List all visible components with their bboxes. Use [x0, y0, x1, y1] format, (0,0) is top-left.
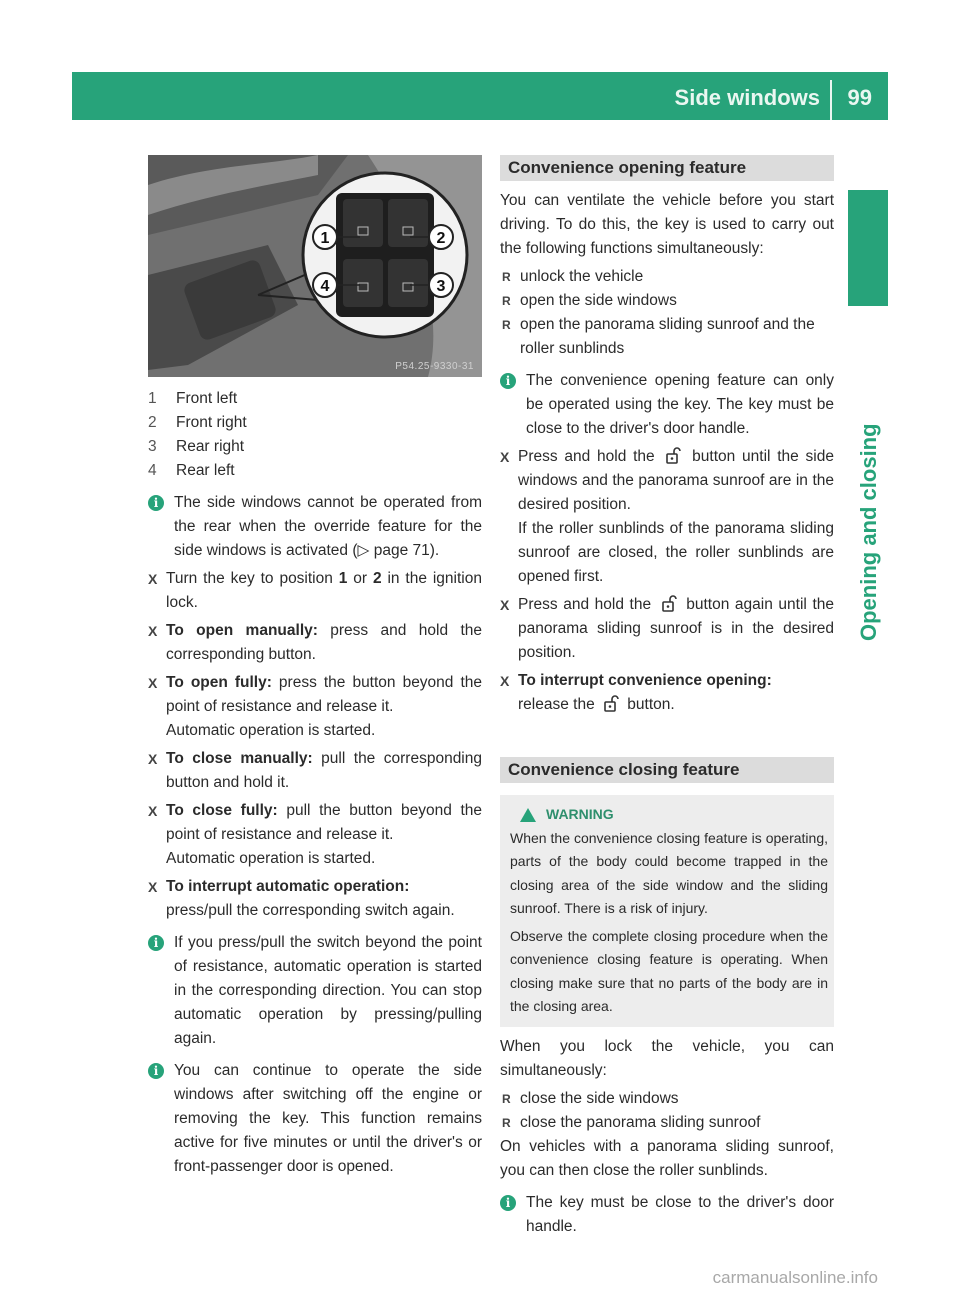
- list-item: R close the side windows: [500, 1087, 834, 1111]
- info-text: The side windows cannot be operated from the rear when the override feature for the side windows is activated (▷ page 71).: [174, 494, 482, 559]
- window-switch-figure: [148, 155, 482, 377]
- list-item: R close the panorama sliding sunroof: [500, 1111, 834, 1135]
- step-arrow-icon: X: [148, 623, 158, 639]
- info-note: [500, 369, 834, 441]
- legend-text: Rear left: [176, 462, 235, 479]
- bullet-r-icon: R: [502, 318, 511, 332]
- step-arrow-icon: X: [500, 597, 510, 613]
- warning-triangle-icon: [520, 808, 536, 822]
- figure-code: P54.25-9330-31: [395, 361, 474, 372]
- section-heading: Convenience opening feature: [500, 155, 834, 181]
- callout-4: 4: [320, 278, 330, 295]
- footer-watermark: carmanualsonline.info: [712, 1268, 878, 1287]
- unlock-icon: [661, 594, 677, 612]
- list-item: R unlock the vehicle: [500, 265, 834, 289]
- info-note: [148, 931, 482, 1051]
- header-separator: [830, 80, 832, 120]
- section-intro: You can ventilate the vehicle before you start driving. To do this, the key is used to carry out the following functions simultaneously:: [500, 192, 834, 257]
- info-icon: i: [500, 373, 516, 389]
- info-text: The key must be close to the driver's door handle.: [526, 1193, 834, 1235]
- step-item: X Turn the key to position 1 or 2 in the ignition lock.: [148, 567, 482, 615]
- paragraph: When you lock the vehicle, you can simultaneously:: [500, 1037, 834, 1079]
- chapter-tab: [848, 190, 888, 306]
- info-note: [500, 1191, 834, 1239]
- warning-title: WARNING: [546, 806, 614, 822]
- step-item: X Press and hold the button until the side windows and the panorama sunroof are in the desired position. If the roller sunblinds of the panorama sliding sunroof are closed, the roller sunblinds are opened first.: [500, 445, 834, 589]
- legend-number: 3: [148, 438, 157, 455]
- list-item: R open the panorama sliding sunroof and the roller sunblinds: [500, 313, 834, 361]
- step-arrow-icon: X: [500, 449, 510, 465]
- info-icon: i: [148, 495, 164, 511]
- legend-number: 2: [148, 414, 157, 431]
- info-text: The convenience opening feature can only be operated using the key. The key must be close to the driver's door handle.: [526, 372, 834, 437]
- info-icon: i: [148, 1063, 164, 1079]
- info-icon: i: [500, 1195, 516, 1211]
- legend-text: Front right: [176, 414, 247, 431]
- legend-number: 4: [148, 462, 157, 479]
- section-heading: Convenience closing feature: [500, 757, 834, 783]
- step-arrow-icon: X: [148, 879, 158, 895]
- figure-legend: [148, 387, 482, 483]
- legend-text: Front left: [176, 390, 238, 407]
- legend-item: [148, 411, 482, 435]
- info-note: [148, 491, 482, 563]
- paragraph: On vehicles with a panorama sliding sunroof, you can then close the roller sunblinds.: [500, 1137, 834, 1179]
- info-text: If you press/pull the switch beyond the point of resistance, automatic operation is started in the corresponding direction. You can stop automatic operation by pressing/pulling again.: [174, 934, 482, 1047]
- door-panel-illustration: [148, 155, 482, 377]
- step-item: X To close manually: pull the corresponding button and hold it.: [148, 747, 482, 795]
- legend-text: Rear right: [176, 438, 245, 455]
- legend-item: [148, 435, 482, 459]
- bullet-r-icon: R: [502, 294, 511, 308]
- callout-2: 2: [436, 230, 446, 247]
- step-item: X To open manually: press and hold the corresponding button.: [148, 619, 482, 667]
- bullet-list: [500, 1087, 834, 1135]
- bullet-r-icon: R: [502, 1091, 511, 1106]
- step-arrow-icon: X: [148, 751, 158, 767]
- step-arrow-icon: X: [148, 571, 158, 587]
- info-note: [148, 1059, 482, 1179]
- warning-text: Observe the complete closing procedure when the convenience closing feature is operating. When closing make sure that no parts of the body are in the closing area.: [510, 927, 828, 1014]
- step-arrow-icon: X: [148, 675, 158, 691]
- list-item: R open the side windows: [500, 289, 834, 313]
- info-icon: i: [148, 935, 164, 951]
- header-title: Side windows: [674, 85, 820, 110]
- right-column: [500, 155, 834, 1239]
- callout-1: 1: [320, 230, 330, 247]
- bullet-r-icon: R: [502, 270, 511, 284]
- step-item: X Press and hold the button again until the panorama sliding sunroof is in the desired position.: [500, 593, 834, 665]
- legend-number: 1: [148, 390, 157, 407]
- bullet-r-icon: R: [502, 1115, 511, 1130]
- unlock-icon: [603, 694, 619, 712]
- warning-text: When the convenience closing feature is operating, parts of the body could become trapped in the closing area of the side window and the sliding sunroof. There is a risk of injury.: [510, 829, 828, 916]
- callout-3: 3: [436, 278, 446, 295]
- unlock-icon: [665, 446, 681, 464]
- info-text: You can continue to operate the side windows after switching off the engine or removing the key. This function remains active for five minutes or until the driver's or front-passenger door is opened.: [174, 1062, 482, 1175]
- step-item: X To interrupt automatic operation: press/pull the corresponding switch again.: [148, 875, 482, 923]
- step-item: X To open fully: press the button beyond the point of resistance and release it. Automatic operation is started.: [148, 671, 482, 743]
- bullet-list: [500, 265, 834, 361]
- legend-item: [148, 459, 482, 483]
- step-item: X To close fully: pull the button beyond the point of resistance and release it. Automatic operation is started.: [148, 799, 482, 871]
- chapter-label: Opening and closing: [856, 423, 881, 641]
- warning-box: [500, 795, 834, 1027]
- step-item: X To interrupt convenience opening: release the button.: [500, 669, 834, 717]
- page-header: [72, 72, 888, 120]
- step-arrow-icon: X: [500, 673, 510, 689]
- legend-item: [148, 387, 482, 411]
- page-number: 99: [847, 85, 872, 110]
- left-column: [148, 155, 482, 1179]
- step-arrow-icon: X: [148, 803, 158, 819]
